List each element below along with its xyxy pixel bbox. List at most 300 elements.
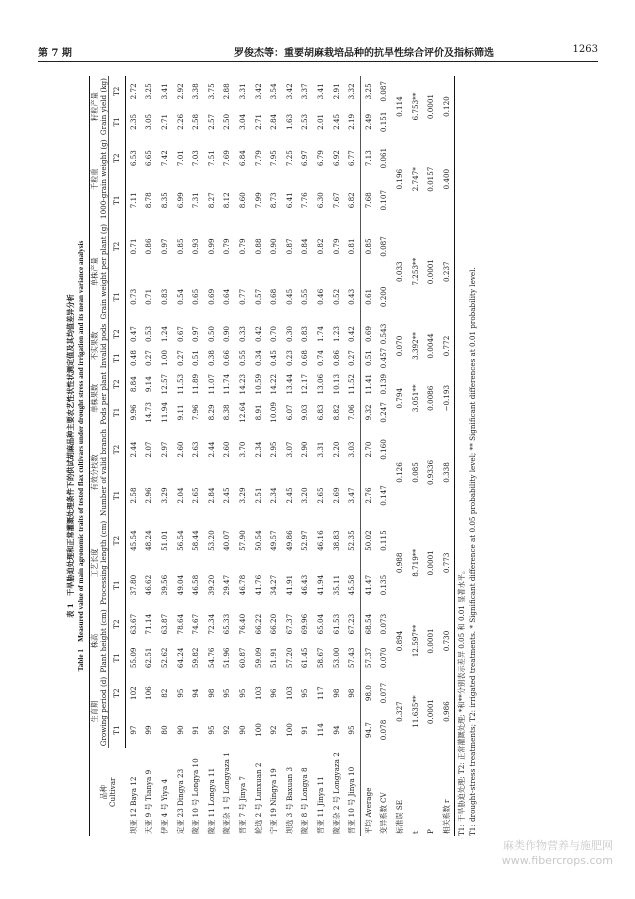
value-cell: 94 — [191, 688, 201, 698]
table-row — [376, 76, 392, 836]
value-cell: 2.26 — [175, 113, 185, 130]
value-cell: 0.69 — [206, 288, 216, 305]
value-cell: 8.27 — [206, 192, 216, 209]
table-row — [344, 76, 360, 836]
stat-value: 0.0001 — [426, 259, 436, 285]
value-cell: 0.90 — [269, 238, 279, 255]
stat-row — [438, 76, 454, 836]
value-cell: 2.92 — [175, 83, 185, 100]
value-cell: 0.38 — [206, 350, 216, 367]
value-cell: 7.42 — [160, 150, 170, 167]
value-cell: 2.57 — [206, 113, 216, 130]
value-cell: 6.30 — [316, 192, 326, 209]
value-cell: 2.51 — [253, 487, 263, 504]
value-cell: 49.04 — [175, 574, 185, 596]
value-cell: 92 — [269, 725, 279, 735]
value-cell: 46.58 — [191, 574, 201, 596]
group-header: 单株果数 Pods per plant — [90, 371, 108, 425]
value-cell: 7.06 — [347, 404, 357, 421]
value-cell: 6.82 — [347, 192, 357, 209]
value-cell: 8.84 — [128, 376, 138, 393]
treatment-header: T1 — [109, 472, 126, 518]
value-cell: 6.97 — [300, 150, 310, 167]
value-cell: 2.35 — [128, 113, 138, 130]
value-cell: 1.63 — [284, 113, 294, 130]
treatment-header: T2 — [109, 518, 126, 562]
value-cell: 0.90 — [222, 326, 232, 343]
rotated-table-block — [66, 76, 586, 836]
value-cell: 0.42 — [253, 326, 263, 343]
header-cultivar: 品种 Cultivar — [90, 748, 126, 836]
value-cell: 0.34 — [253, 350, 263, 367]
table-row — [219, 76, 235, 836]
value-cell: 0.67 — [175, 326, 185, 343]
stat-value: 0.0044 — [426, 333, 436, 359]
stat-value: 0.120 — [438, 76, 454, 137]
stat-value: 6.753** — [410, 92, 420, 121]
value-cell: 0.061 — [379, 147, 389, 169]
value-cell: 0.543 — [379, 323, 389, 345]
group-header: 株高 Plant height (cm) — [90, 607, 109, 674]
value-cell: 11.53 — [175, 373, 185, 395]
value-cell: 90 — [175, 725, 185, 735]
value-cell: 3.05 — [144, 113, 154, 130]
table-row — [360, 76, 376, 836]
stat-value: 3.392** — [410, 332, 420, 360]
stat-row — [407, 76, 423, 836]
stat-value: 11.635** — [410, 695, 420, 728]
value-cell: 13.06 — [316, 373, 326, 395]
value-cell: 103 — [284, 686, 294, 700]
value-cell: 6.79 — [316, 150, 326, 167]
value-cell: 0.71 — [128, 238, 138, 255]
value-cell: 12.57 — [160, 373, 170, 395]
stat-value: 0.730 — [438, 607, 454, 674]
treatment-header: T1 — [109, 346, 126, 370]
value-cell: 14.73 — [144, 402, 154, 423]
stat-value: 0.0001 — [426, 628, 436, 654]
value-cell: 0.83 — [300, 326, 310, 343]
value-cell: 95 — [238, 688, 248, 698]
value-cell: 11.07 — [206, 373, 216, 395]
cultivar-cell: 晋亚 7 号 Jinya 7 — [238, 775, 248, 834]
stat-value: 0.0001 — [426, 550, 436, 576]
value-cell: 2.49 — [360, 107, 376, 137]
value-cell: 0.147 — [379, 485, 389, 506]
cultivar-cell: 变异系数 CV — [379, 792, 389, 834]
treatment-header: T2 — [109, 76, 126, 107]
stat-row — [392, 76, 408, 836]
value-cell: 0.55 — [238, 350, 248, 367]
watermark — [502, 838, 613, 869]
group-header: 单株产量 Grain weight per plant (g) — [90, 221, 109, 322]
value-cell: 98 — [331, 688, 341, 698]
value-cell: 3.29 — [238, 487, 248, 504]
running-header — [38, 44, 598, 60]
value-cell: 38.83 — [331, 530, 341, 551]
value-cell: 2.04 — [175, 487, 185, 504]
value-cell: 8.78 — [144, 192, 154, 209]
page-number: 1263 — [572, 44, 598, 55]
value-cell: 114 — [316, 723, 326, 737]
value-cell: 2.45 — [222, 487, 232, 504]
value-cell: 3.32 — [347, 83, 357, 100]
value-cell: 2.44 — [206, 441, 216, 458]
cultivar-cell: 陇亚 10 号 Longya 10 — [191, 758, 201, 834]
value-cell: 6.92 — [331, 150, 341, 167]
value-cell: 7.11 — [128, 192, 138, 209]
value-cell: 80 — [160, 725, 170, 735]
value-cell: 2.90 — [300, 441, 310, 458]
value-cell: 98.0 — [360, 675, 376, 712]
value-cell: 0.99 — [206, 238, 216, 255]
value-cell: 0.88 — [253, 238, 263, 255]
table-caption-en: Table 1 Measured value of main agronomic traits of tested flax cultivars under drought stress and irrigation and its mean variance analysis — [77, 240, 85, 672]
group-header: 生育期 Growing period (d) — [90, 675, 109, 749]
value-cell: 2.76 — [360, 472, 376, 518]
value-cell: 76.40 — [238, 613, 248, 635]
group-header: 不实果数 Invalid pods — [90, 323, 108, 369]
value-cell: 8.73 — [269, 192, 279, 209]
stat-value: 12.597** — [410, 624, 420, 658]
cultivar-cell: 伊亚 4 号 Yiya 4 — [160, 778, 170, 834]
footnote-en: T1: drought-stress treatments; T2: irrigated treatments. * Significant difference at 0.05 probability level; ** Significant differences at 0.01 probability level. — [468, 267, 478, 836]
value-cell: 0.45 — [284, 288, 294, 305]
value-cell: 0.69 — [360, 322, 376, 346]
value-cell: 7.69 — [222, 150, 232, 167]
value-cell: 49.57 — [269, 530, 279, 551]
value-cell: 0.27 — [144, 350, 154, 367]
value-cell: 0.97 — [160, 238, 170, 255]
value-cell: 3.29 — [160, 487, 170, 504]
value-cell: 0.45 — [269, 350, 279, 367]
value-cell: 66.22 — [253, 613, 263, 635]
value-cell: 94.7 — [360, 712, 376, 749]
value-cell: 0.070 — [379, 647, 389, 669]
table-caption-zh: 表 1 干旱胁迫处理和正常灌溉处理条件下的供试胡麻品种主要农艺性状性状测定值及其均值差异分析 — [66, 294, 75, 618]
stat-value: 2.747* — [410, 167, 420, 192]
value-cell: 97 — [128, 725, 138, 735]
stat-value: 0.033 — [394, 261, 404, 282]
value-cell: 53.00 — [331, 647, 341, 669]
table-row — [172, 76, 188, 836]
value-cell: 29.47 — [222, 574, 232, 596]
value-cell: 0.64 — [222, 288, 232, 305]
value-cell: 0.86 — [144, 238, 154, 255]
value-cell: 49.86 — [284, 530, 294, 551]
value-cell: 65.33 — [222, 613, 232, 635]
value-cell: 0.50 — [206, 326, 216, 343]
table-body — [125, 76, 454, 836]
value-cell: 3.37 — [300, 83, 310, 100]
value-cell: 0.457 — [379, 347, 389, 369]
stat-row — [423, 76, 439, 836]
value-cell: 12.64 — [238, 402, 248, 423]
value-cell: 3.20 — [300, 487, 310, 504]
value-cell: 2.71 — [253, 113, 263, 130]
value-cell: 41.94 — [316, 574, 326, 596]
value-cell: 91 — [300, 725, 310, 735]
table-row — [297, 76, 313, 836]
value-cell: 0.70 — [269, 326, 279, 343]
value-cell: 62.51 — [144, 647, 154, 669]
cultivar-cell: 陇亚 11 Longya 11 — [206, 767, 216, 834]
value-cell: 6.53 — [128, 150, 138, 167]
treatment-header: T2 — [109, 370, 126, 398]
stat-value: 0.237 — [438, 221, 454, 322]
value-cell: 6.65 — [144, 150, 154, 167]
value-cell: 0.23 — [284, 350, 294, 367]
value-cell: 0.77 — [238, 288, 248, 305]
value-cell: 0.48 — [128, 350, 138, 367]
value-cell: 0.115 — [379, 530, 389, 551]
value-cell: 71.14 — [144, 613, 154, 635]
value-cell: 0.79 — [331, 238, 341, 255]
value-cell: 13.44 — [284, 373, 294, 395]
value-cell: 0.52 — [331, 288, 341, 305]
value-cell: 8.91 — [253, 404, 263, 421]
value-cell: 3.41 — [160, 83, 170, 100]
value-cell: 7.25 — [284, 150, 294, 167]
footnote-zh: T1: 干旱胁迫处理; T2: 正常灌溉处理; *和**分别表示差异 0.05 和 0.01 显著水平。 — [457, 566, 467, 836]
value-cell: 3.41 — [316, 83, 326, 100]
value-cell: 0.79 — [222, 238, 232, 255]
value-cell: 8.60 — [238, 192, 248, 209]
value-cell: 95 — [206, 725, 216, 735]
header-rule — [38, 61, 598, 62]
value-cell: 35.11 — [331, 574, 341, 596]
value-cell: 46.43 — [300, 574, 310, 596]
value-cell: 60.87 — [238, 647, 248, 669]
value-cell: 3.07 — [284, 441, 294, 458]
value-cell: 2.88 — [222, 83, 232, 100]
value-cell: 8.35 — [160, 192, 170, 209]
value-cell: 0.53 — [144, 326, 154, 343]
stat-value: 0.338 — [438, 427, 454, 519]
group-header: 有效分枝数 Number of valid branch — [90, 427, 109, 519]
value-cell: 1.23 — [331, 326, 341, 343]
value-cell: 11.74 — [222, 373, 232, 395]
value-cell: 3.75 — [206, 83, 216, 100]
treatment-header: T1 — [109, 641, 126, 675]
table-row — [282, 76, 298, 836]
value-cell: 0.27 — [175, 350, 185, 367]
value-cell: 2.97 — [160, 441, 170, 458]
value-cell: 56.54 — [175, 530, 185, 551]
value-cell: 7.01 — [175, 150, 185, 167]
value-cell: 0.97 — [191, 326, 201, 343]
value-cell: 0.151 — [379, 111, 389, 133]
stat-value: 0.794 — [394, 387, 404, 409]
cultivar-cell: 坝亚 12 Baya 12 — [128, 776, 138, 834]
value-cell: 61.53 — [331, 613, 341, 635]
table-row — [328, 76, 344, 836]
value-cell: 9.32 — [360, 398, 376, 426]
value-cell: 2.84 — [206, 487, 216, 504]
value-cell: 0.61 — [360, 272, 376, 322]
value-cell: 72.34 — [206, 613, 216, 635]
stat-value: 0.772 — [438, 322, 454, 370]
cultivar-cell: 定亚 23 Dingya 23 — [175, 768, 185, 834]
value-cell: 51.01 — [160, 530, 170, 551]
table-row — [313, 76, 329, 836]
treatment-header: T2 — [109, 221, 126, 271]
value-cell: 2.58 — [191, 113, 201, 130]
value-cell: 3.03 — [347, 441, 357, 458]
running-title: 罗俊杰等：重要胡麻栽培品种的抗旱性综合评价及指标筛选 — [234, 48, 494, 59]
value-cell: 2.95 — [269, 441, 279, 458]
value-cell: 52.62 — [160, 647, 170, 669]
value-cell: 41.76 — [253, 574, 263, 596]
value-cell: 0.68 — [269, 288, 279, 305]
data-table — [89, 76, 455, 836]
value-cell: 0.160 — [379, 439, 389, 460]
stat-value: 0.773 — [438, 518, 454, 607]
value-cell: 7.99 — [253, 192, 263, 209]
value-cell: 9.03 — [300, 404, 310, 421]
value-cell: 6.41 — [284, 192, 294, 209]
value-cell: 14.22 — [269, 373, 279, 395]
stat-value: 0.196 — [394, 168, 404, 190]
treatment-header: T2 — [109, 427, 126, 473]
treatment-header: T1 — [109, 398, 126, 426]
value-cell: 57.90 — [238, 530, 248, 551]
value-cell: 2.44 — [128, 441, 138, 458]
value-cell: 90 — [238, 725, 248, 735]
value-cell: 61.45 — [300, 647, 310, 669]
value-cell: 0.30 — [284, 326, 294, 343]
stat-value: 0.126 — [394, 462, 404, 483]
value-cell: 0.71 — [144, 288, 154, 305]
value-cell: 117 — [316, 686, 326, 700]
stat-value: 0.327 — [394, 701, 404, 722]
value-cell: 48.24 — [144, 530, 154, 551]
cultivar-cell: 轮选 2 号 Lunxuan 2 — [253, 762, 263, 834]
value-cell: 0.51 — [360, 346, 376, 370]
stat-value: 0.894 — [394, 630, 404, 652]
value-cell: 2.60 — [175, 441, 185, 458]
value-cell: 2.20 — [331, 441, 341, 458]
value-cell: 6.84 — [238, 150, 248, 167]
treatment-header: T1 — [109, 272, 126, 322]
value-cell: 0.86 — [331, 350, 341, 367]
stat-value: 3.051** — [410, 384, 420, 413]
value-cell: 2.34 — [269, 487, 279, 504]
value-cell: 0.93 — [191, 238, 201, 255]
value-cell: 3.04 — [238, 113, 248, 130]
value-cell: 0.73 — [128, 288, 138, 305]
value-cell: 50.02 — [360, 518, 376, 562]
value-cell: 0.073 — [379, 613, 389, 635]
value-cell: 8.82 — [331, 404, 341, 421]
value-cell: 2.70 — [360, 427, 376, 473]
value-cell: 52.97 — [300, 530, 310, 551]
value-cell: 0.55 — [300, 288, 310, 305]
value-cell: 2.71 — [160, 113, 170, 130]
value-cell: 64.24 — [175, 647, 185, 669]
value-cell: 6.07 — [284, 404, 294, 421]
value-cell: 46.62 — [144, 574, 154, 596]
cultivar-cell: 晋亚 11 Jinya 11 — [316, 776, 326, 834]
value-cell: 59.82 — [191, 647, 201, 669]
treatment-header: T2 — [109, 607, 126, 641]
stat-label: P — [426, 829, 436, 834]
value-cell: 0.84 — [300, 238, 310, 255]
value-cell: 0.47 — [128, 326, 138, 343]
value-cell: 0.51 — [191, 350, 201, 367]
value-cell: 0.42 — [347, 326, 357, 343]
value-cell: 100 — [284, 723, 294, 737]
stat-value: 7.253** — [410, 257, 420, 286]
stat-value: 8.719** — [410, 548, 420, 577]
value-cell: 40.07 — [222, 530, 232, 551]
value-cell: 8.12 — [222, 192, 232, 209]
treatment-header: T1 — [109, 563, 126, 607]
value-cell: 2.65 — [191, 487, 201, 504]
value-cell: 95 — [300, 688, 310, 698]
value-cell: 58.67 — [316, 647, 326, 669]
value-cell: 3.25 — [360, 76, 376, 107]
value-cell: 6.83 — [316, 404, 326, 421]
value-cell: 74.67 — [191, 613, 201, 635]
value-cell: 63.87 — [160, 613, 170, 635]
value-cell: 106 — [144, 686, 154, 700]
value-cell: 0.078 — [379, 719, 389, 741]
watermark-line2: www.fibercrops.com — [501, 854, 613, 868]
value-cell: 95 — [175, 688, 185, 698]
value-cell: 57.20 — [284, 647, 294, 669]
value-cell: 66.20 — [269, 613, 279, 635]
value-cell: 54.76 — [206, 647, 216, 669]
value-cell: 12.17 — [300, 373, 310, 395]
stat-value: 0.0157 — [426, 166, 436, 192]
value-cell: 11.94 — [160, 402, 170, 423]
value-cell: 0.66 — [222, 350, 232, 367]
cultivar-cell: 陇亚杂 2 号 Longyaza 2 — [331, 752, 341, 834]
value-cell: 37.80 — [128, 574, 138, 596]
value-cell: 6.77 — [347, 150, 357, 167]
stat-value: −0.193 — [438, 370, 454, 426]
stat-value: 0.070 — [394, 335, 404, 357]
value-cell: 0.87 — [284, 238, 294, 255]
value-cell: 96 — [269, 688, 279, 698]
table-row — [235, 76, 251, 836]
table-row — [157, 76, 173, 836]
treatment-header: T2 — [109, 675, 126, 712]
issue-number: 第 7 期 — [38, 48, 72, 59]
value-cell: 11.52 — [347, 373, 357, 395]
value-cell: 7.51 — [206, 150, 216, 167]
value-cell: 2.34 — [253, 441, 263, 458]
value-cell: 11.41 — [360, 370, 376, 398]
treatment-subheader-row — [109, 76, 126, 836]
value-cell: 57.37 — [360, 641, 376, 675]
value-cell: 7.79 — [253, 150, 263, 167]
value-cell: 2.63 — [191, 441, 201, 458]
value-cell: 0.27 — [347, 350, 357, 367]
value-cell: 69.96 — [300, 613, 310, 635]
value-cell: 0.74 — [316, 350, 326, 367]
value-cell: 52.35 — [347, 530, 357, 551]
value-cell: 0.200 — [379, 286, 389, 308]
stat-label: 标准误 SE — [394, 799, 404, 834]
value-cell: 98 — [347, 688, 357, 698]
value-cell: 102 — [128, 686, 138, 700]
value-cell: 63.67 — [128, 613, 138, 635]
value-cell: 7.31 — [191, 192, 201, 209]
group-header: 籽粒产量 Grain yield (kg) — [90, 76, 109, 137]
value-cell: 3.47 — [347, 487, 357, 504]
